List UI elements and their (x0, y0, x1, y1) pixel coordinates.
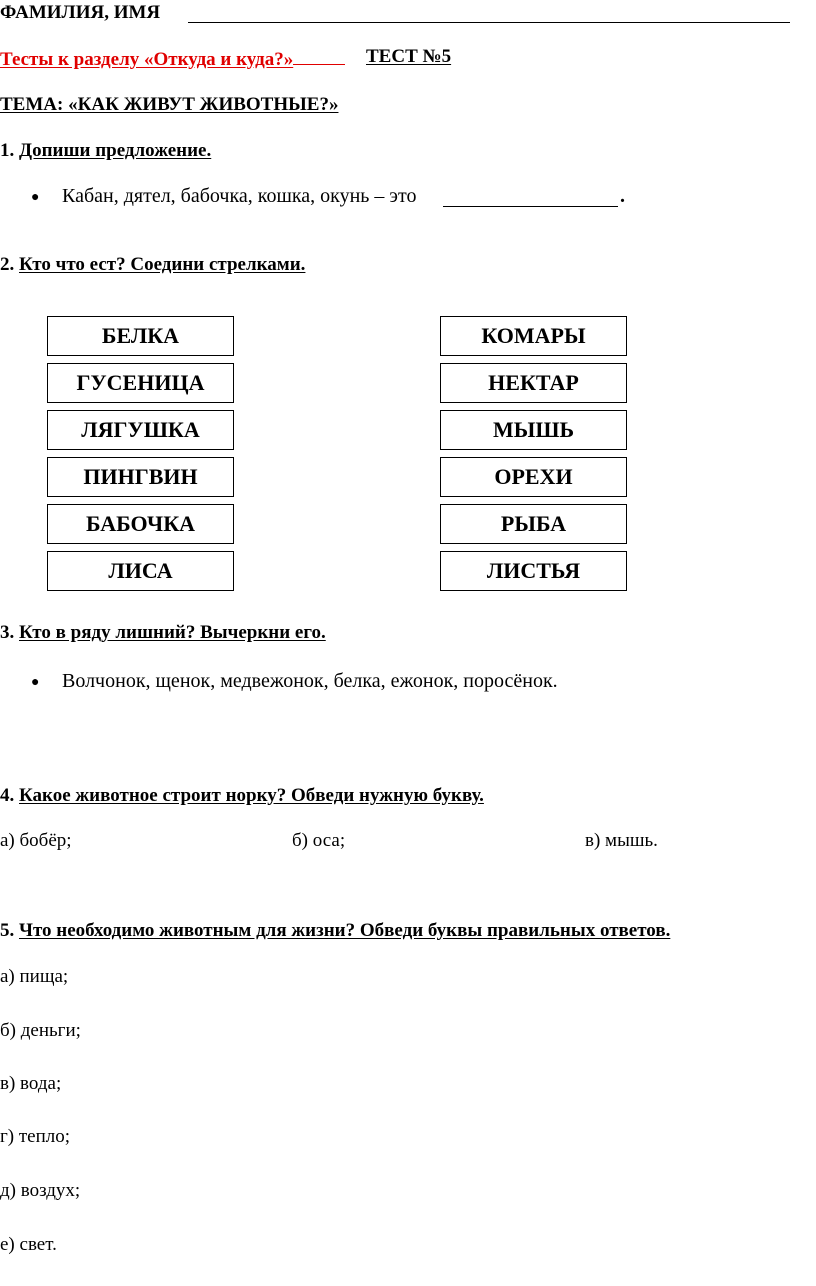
question-5-option-a[interactable]: а) пища; (0, 966, 69, 987)
animal-box-caterpillar[interactable]: ГУСЕНИЦА (47, 363, 234, 403)
question-4-option-b[interactable]: б) оса; (292, 830, 346, 851)
question-4-number: 4. (0, 785, 15, 806)
food-box-mouse[interactable]: МЫШЬ (440, 410, 627, 450)
question-5-option-f[interactable]: е) свет. (0, 1234, 57, 1255)
question-1-answer-line[interactable] (443, 206, 618, 207)
question-5-number: 5. (0, 920, 15, 941)
bullet-dot-icon: ● (31, 190, 40, 205)
animal-box-squirrel[interactable]: БЕЛКА (47, 316, 234, 356)
question-5-title (0, 920, 670, 942)
test-number: ТЕСТ №5 (366, 46, 452, 67)
food-box-leaves[interactable]: ЛИСТЬЯ (440, 551, 627, 591)
question-2-number: 2. (0, 254, 15, 275)
question-4-option-c[interactable]: в) мышь. (585, 830, 658, 851)
bullet-dot-icon: ● (31, 675, 40, 690)
question-3-title (0, 622, 326, 644)
question-5-option-e[interactable]: д) воздух; (0, 1180, 81, 1201)
question-1-end-dot: . (620, 185, 625, 207)
section-title (0, 46, 345, 71)
food-box-fish[interactable]: РЫБА (440, 504, 627, 544)
question-4-option-a[interactable]: а) бобёр; (0, 830, 72, 851)
section-title-text: Тесты к разделу «Откуда и куда?» (0, 49, 294, 70)
section-title-gap (293, 46, 345, 65)
question-4-text: Какое животное строит норку? Обведи нужную букву. (19, 785, 484, 806)
question-3-text: Кто в ряду лишний? Вычеркни его. (19, 622, 326, 643)
question-4-title (0, 785, 484, 807)
food-box-mosquitoes[interactable]: КОМАРЫ (440, 316, 627, 356)
name-input-line[interactable] (188, 22, 790, 23)
question-3-number: 3. (0, 622, 15, 643)
question-5-text: Что необходимо животным для жизни? Обведи буквы правильных ответов. (19, 920, 671, 941)
food-box-nectar[interactable]: НЕКТАР (440, 363, 627, 403)
question-1-number: 1. (0, 140, 15, 161)
question-2-title (0, 254, 305, 276)
topic-title: ТЕМА: «КАК ЖИВУТ ЖИВОТНЫЕ?» (0, 94, 339, 115)
question-3-word-row[interactable]: Волчонок, щенок, медвежонок, белка, ежонок, поросёнок. (62, 670, 558, 692)
question-1-text: Допиши предложение. (19, 140, 212, 161)
animal-box-fox[interactable]: ЛИСА (47, 551, 234, 591)
question-1-title (0, 140, 211, 162)
animal-box-penguin[interactable]: ПИНГВИН (47, 457, 234, 497)
question-5-option-b[interactable]: б) деньги; (0, 1020, 81, 1041)
food-box-nuts[interactable]: ОРЕХИ (440, 457, 627, 497)
question-1-sentence: Кабан, дятел, бабочка, кошка, окунь – это (62, 185, 417, 207)
question-2-text: Кто что ест? Соедини стрелками. (19, 254, 306, 275)
name-label: ФАМИЛИЯ, ИМЯ (0, 2, 161, 23)
question-5-option-c[interactable]: в) вода; (0, 1073, 62, 1094)
animal-box-frog[interactable]: ЛЯГУШКА (47, 410, 234, 450)
animal-box-butterfly[interactable]: БАБОЧКА (47, 504, 234, 544)
question-5-option-d[interactable]: г) тепло; (0, 1126, 71, 1147)
